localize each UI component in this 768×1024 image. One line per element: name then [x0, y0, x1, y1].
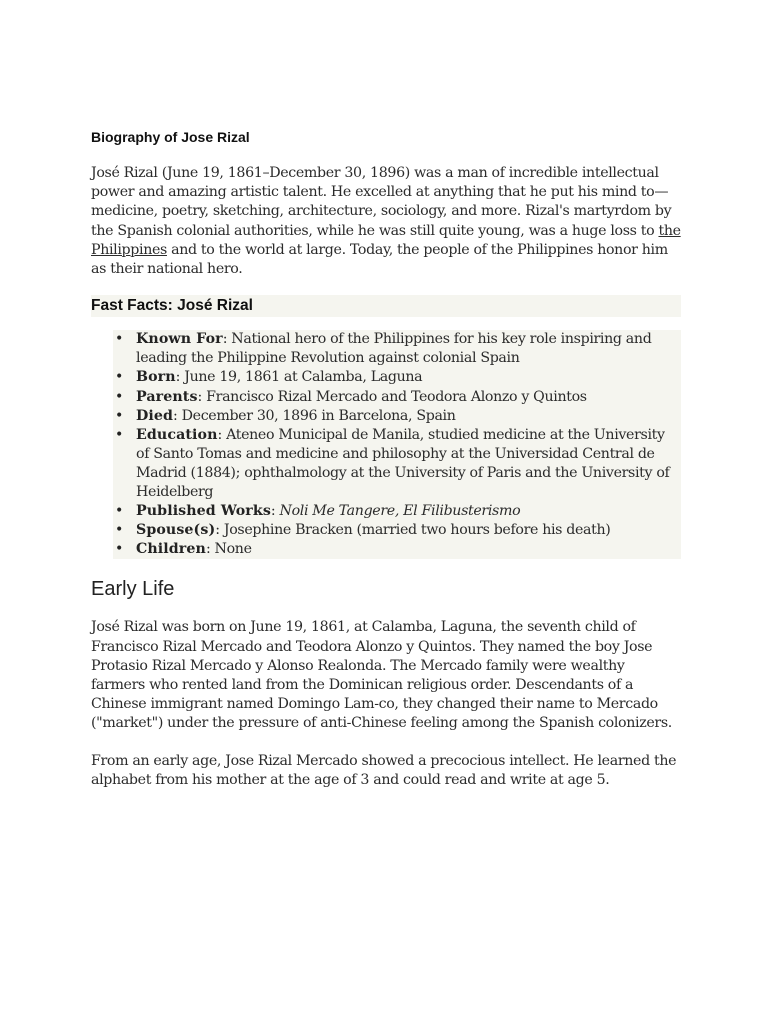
fact-label: Spouse(s) — [136, 522, 216, 539]
fact-value: : — [270, 503, 280, 520]
page-title: Biography of Jose Rizal — [91, 129, 250, 145]
early-life-heading: Early Life — [91, 578, 175, 601]
fact-value: : Ateneo Municipal de Manila, studied medicine at the University of Santo Tomas and medicine and philosophy at the Universidad Central de Madrid (1884); ophthalmology at the University of Paris and the University of Heidelberg — [136, 426, 670, 500]
fact-label: Born — [136, 369, 176, 386]
fact-label: Children — [136, 541, 206, 558]
fact-value: : December 30, 1896 in Barcelona, Spain — [173, 407, 456, 424]
fast-facts-heading: Fast Facts: José Rizal — [91, 295, 681, 317]
fact-label: Parents — [136, 388, 198, 405]
fact-value: : Josephine Bracken (married two hours before his death) — [215, 522, 611, 539]
intro-paragraph — [91, 164, 681, 279]
fact-value: : Francisco Rizal Mercado and Teodora Alonzo y Quintos — [197, 388, 587, 405]
fact-item-children — [113, 540, 681, 559]
fact-label: Published Works — [136, 503, 271, 520]
fact-item-spouses — [113, 521, 681, 540]
early-life-paragraph-2: From an early age, Jose Rizal Mercado showed a precocious intellect. He learned the alphabet from his mother at the age of 3 and could read and write at age 5. — [91, 752, 677, 788]
fact-value: : None — [205, 541, 252, 558]
fast-facts-box — [113, 330, 681, 559]
fact-value: : June 19, 1861 at Calamba, Laguna — [175, 369, 423, 386]
fact-value: : National hero of the Philippines for his key role inspiring and leading the Philippine Revolution against colonial Spain — [136, 331, 652, 367]
fact-label: Died — [136, 407, 174, 424]
fact-item-published-works — [113, 502, 681, 521]
intro-text-after-link: and to the world at large. Today, the people of the Philippines honor him as their national hero. — [91, 241, 668, 278]
philippines-link[interactable]: the Philippines — [91, 222, 681, 258]
document-page — [91, 128, 681, 790]
fast-facts-list — [113, 330, 681, 559]
intro-text-before-link: José Rizal (June 19, 1861–December 30, 1896) was a man of incredible intellectual power and amazing artistic talent. He excelled at anything that he put his mind to—medicine, poetry, sketching, architecture, sociology, and more. Rizal's martyrdom by the Spanish colonial authorities, while he was still quite young, was a huge loss to — [91, 165, 672, 239]
fact-item-known-for — [113, 330, 681, 368]
fact-value-italic: Noli Me Tangere, El Filibusterismo — [279, 503, 521, 520]
fact-item-born — [113, 368, 681, 387]
fact-item-died — [113, 407, 681, 426]
fact-label: Education — [136, 426, 218, 443]
fact-label: Known For — [136, 331, 223, 348]
fact-item-parents — [113, 388, 681, 407]
fact-item-education — [113, 426, 681, 502]
early-life-paragraph-1: José Rizal was born on June 19, 1861, at Calamba, Laguna, the seventh child of Francisco Rizal Mercado and Teodora Alonzo y Quintos. They named the boy Jose Protasio Rizal Mercado y Alonso Realonda. The Mercado family were wealthy farmers who rented land from the Dominican religious order. Descendants of a Chinese immigrant named Domingo Lam-co, they changed their name to Mercado ("market") under the pressure of anti-Chinese feeling among the Spanish colonizers. — [91, 619, 672, 732]
